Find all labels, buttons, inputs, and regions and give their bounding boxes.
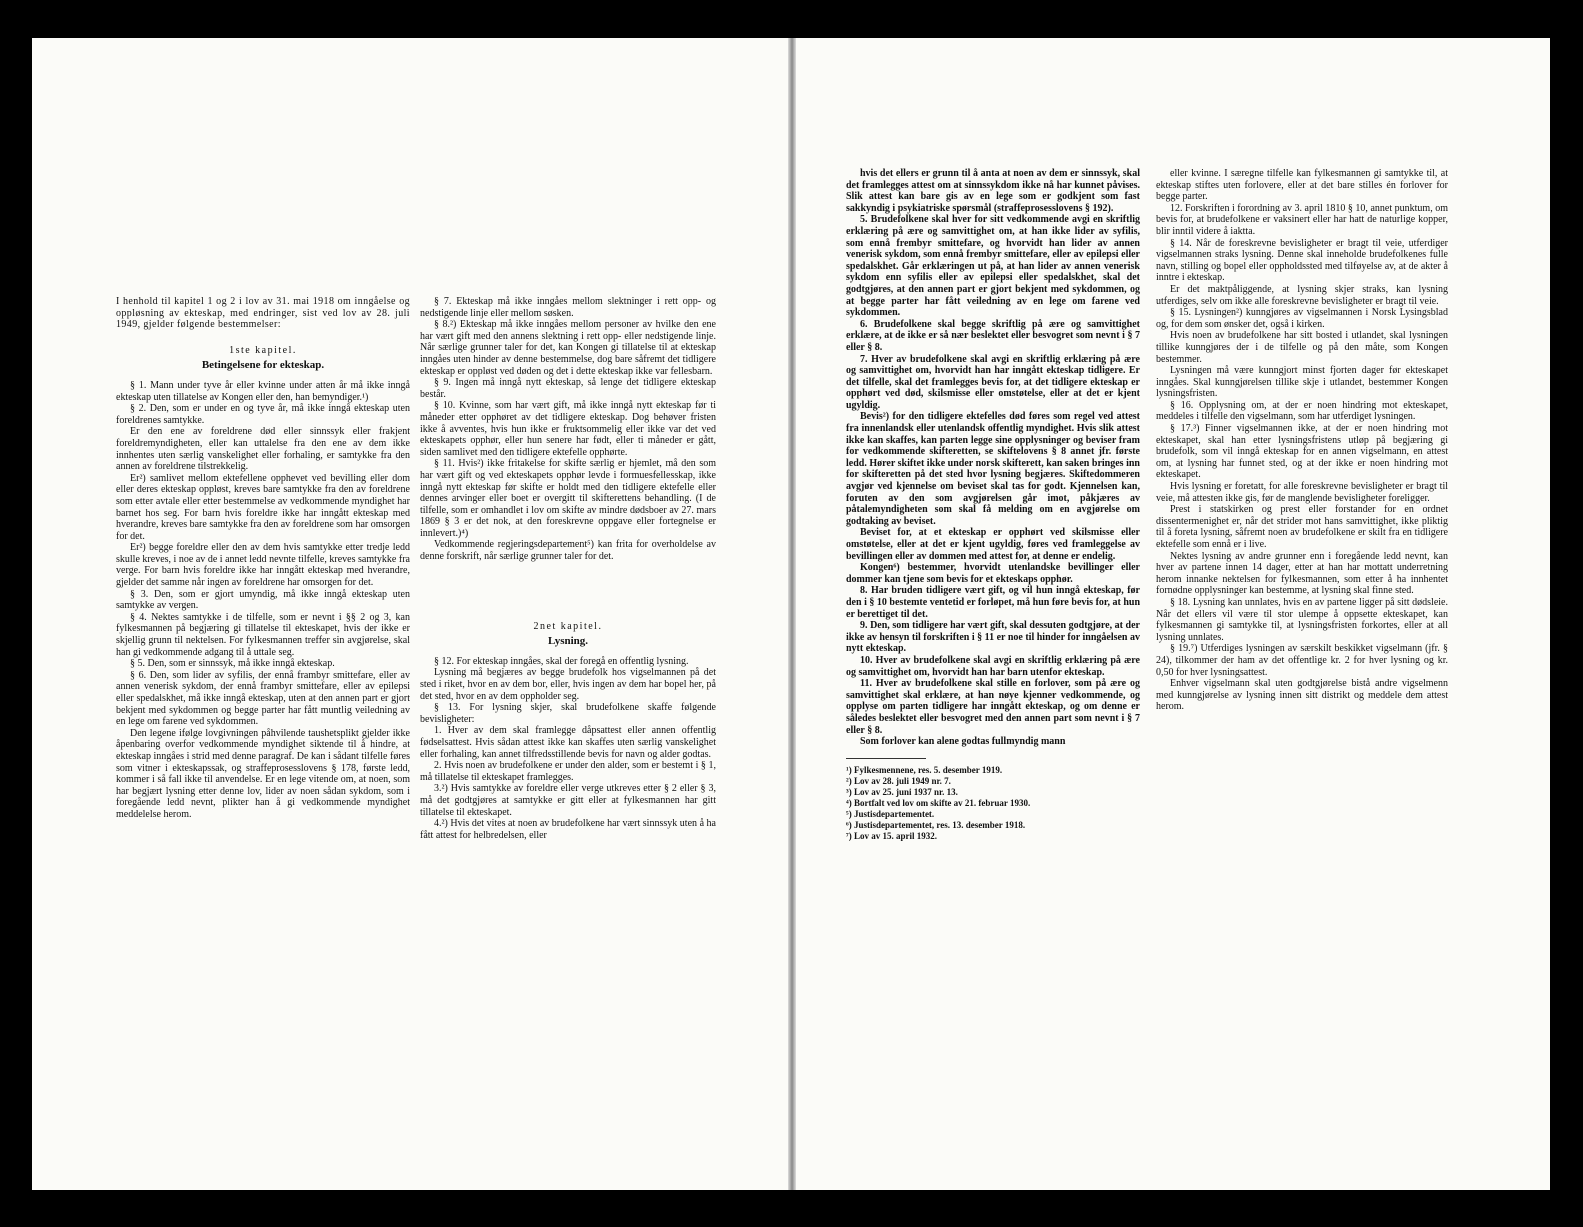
paragraph: § 19.⁷) Utferdiges lysningen av særskilt beskikket vigselmann (jfr. § 24), tilkommer der ham av det offentlige kr. 2 for hver lysning og kr. 0,50 for hver lysningsattest. xyxy=(1156,643,1448,678)
paragraph: § 12. For ekteskap inngåes, skal der foregå en offentlig lysning. xyxy=(434,655,689,667)
chapter-1-title: 1ste kapitel. xyxy=(229,344,297,356)
paragraph: Hvis lysning er foretatt, for alle foreskrevne bevisligheter er bragt til veie, må attesten ikke gis, før de manglende bevisligheter foreligger. xyxy=(1156,481,1448,504)
paragraph: § 6. Den, som lider av syfilis, der ennå frambyr smittefare, eller av annen venerisk sykdom, der ennå frambyr smittefare, eller av epilepsi eller spedalskhet, må ikke inngå ekteskap, uten at den annen part er gjort bekjent med sykdommen og begge parter har fått muntlig veiledning av en lege om farene ved sykdommen. xyxy=(116,669,410,728)
intro-text: I henhold til kapitel 1 og 2 i lov av 31. mai 1918 om inngåelse og oppløsning av ekteskap, med endringer, sist ved lov av 28. juli 1949, gjelder følgende bestemmelser: xyxy=(116,296,410,331)
footnote: ³) Lov av 25. juni 1937 nr. 13. xyxy=(846,786,958,797)
right-page-column-1 xyxy=(846,168,1140,1178)
right-page-column-2 xyxy=(1156,168,1448,1178)
paragraph: hvis det ellers er grunn til å anta at noen av dem er sinnssyk, skal det framlegges attest om at sinnssykdom ikke nå har kunnet påvises. Slik attest kan bare gis av en lege som er godkjent som fast sakkyndig i psykiatriske spørsmål (straffeprosesslovens § 192). xyxy=(846,168,1140,214)
paragraph: § 8.²) Ekteskap må ikke inngåes mellom personer av hvilke den ene har vært gift med den annens slektning i rett opp- eller nedstigende linje. Når særlige grunner taler for det, kan Kongen gi tillatelse til at ekteskap inngåes uten hinder av denne bestemmelse, dog bare såfremt det tidligere ekteskap er oppløst ved døden og det i dette ekteskap ikke var fellesbarn. xyxy=(420,319,716,377)
paragraph: § 13. For lysning skjer, skal brudefolkene skaffe følgende bevisligheter: xyxy=(420,702,716,725)
chapter-2-subtitle: Lysning. xyxy=(547,635,589,648)
footnote-rule xyxy=(846,758,926,759)
paragraph: Er den ene av foreldrene død eller sinnssyk eller frakjent foreldremyndigheten, eller kan uttalelse fra den ene av dem ikke innhentes uten særlig vanskelighet eller forhaling, er samtykke fra den annen av foreldrene tilstrekkelig. xyxy=(116,426,410,473)
paragraph: Nektes lysning av andre grunner enn i foregående ledd nevnt, kan hver av partene innen 14 dager, etter at han har mottatt underretning herom innanke nektelsen for fylkesmannen, som etter å ha innhentet fornødne opplysninger kan bestemme, at lysning skal finne sted. xyxy=(1156,550,1448,597)
paragraph: Kongen⁶) bestemmer, hvorvidt utenlandske bevillinger eller dommer kan tjene som bevis for et ekteskaps opphør. xyxy=(846,562,1140,585)
paragraph: 8. Har bruden tidligere vært gift, og vil hun inngå ekteskap, før den i § 10 bestemte ventetid er forløpet, må hun føre bevis for, at hun er berettiget til det. xyxy=(846,585,1140,620)
chapter-1-subtitle: Betingelsene for ekteskap. xyxy=(201,359,325,372)
footnote: ⁵) Justisdepartementet. xyxy=(846,808,935,819)
chapter-2-title: 2net kapitel. xyxy=(533,620,603,632)
paragraph: Lysningen må være kunngjort minst fjorten dager før ekteskapet inngåes. Skal kunngjørelsen tillike skje i utlandet, bestemmer Kongen lysningsfristen. xyxy=(1156,365,1448,400)
paragraph: 5. Brudefolkene skal hver for sitt vedkommende avgi en skriftlig erklæring på ære og samvittighet om, at han ikke lider av syfilis, som ennå frembyr smittefare, og hvorvidt han lider av annen venerisk sykdom, som ennå frembyr smittefare, eller av epilepsi eller spedalskhet. Går erklæringen ut på, at han lider av annen venerisk sykdom enn syfilis eller av epilepsi eller spedalskhet, skal det godtgjøres, at den annen part er gjort bekjent med sykdommen, og at begge parter har fått veiledning av en lege om farene ved sykdommen. xyxy=(846,214,1140,319)
paragraph: § 3. Den, som er gjort umyndig, må ikke inngå ekteskap uten samtykke av vergen. xyxy=(116,588,410,612)
paragraph: Den legene ifølge lovgivningen påhvilende taushetsplikt gjelder ikke åpenbaring overfor vedkommende myndighet siktende til å hindre, at ekteskap inngåes i strid med denne paragraf. De kan i sådant tilfelle føres som vitner i ekteskapssak, og straffeprosesslovens § 178, første ledd, kommer i så fall ikke til anvendelse. Er en lege vitende om, at noen, som har begjært lysning etter denne lov, lider av noen sådan sykdom, som i foregående ledd nevnt, plikter han å gi vedkommende myndighet meddelelse herom. xyxy=(116,727,410,820)
paragraph: 3.²) Hvis samtykke av foreldre eller verge utkreves etter § 2 eller § 3, må det godtgjøres at samtykke er gitt eller at fylkesmannen har gitt tillatelse til ekteskapet. xyxy=(420,783,716,818)
paragraph: 9. Den, som tidligere har vært gift, skal dessuten godtgjøre, at der ikke av hensyn til forskriften i § 11 er noe til hinder for inngåelsen av nytt ekteskap. xyxy=(846,620,1140,655)
paragraph: § 18. Lysning kan unnlates, hvis en av partene ligger på sitt dødsleie. Når det ellers vil være til stor ulempe å oppsette ekteskapet, kan fylkesmannen gi samtykke til, at lysningsfristen forkortes, eller at all lysning unnlates. xyxy=(1156,596,1448,643)
paragraph: 1. Hver av dem skal framlegge dåpsattest eller annen offentlig fødselsattest. Hvis sådan attest ikke kan skaffes uten særlig vanskelighet eller forhaling, kan annet tilfredsstillende bevis for navn og alder godtas. xyxy=(420,725,716,760)
paragraph: § 15. Lysningen²) kunngjøres av vigselmannen i Norsk Lysingsblad og, for dem som ønsker det, også i kirken. xyxy=(1156,307,1448,330)
paragraph: Vedkommende regjeringsdepartement⁵) kan frita for overholdelse av denne forskrift, når særlige grunner taler for det. xyxy=(420,539,716,563)
paragraph: Bevis²) for den tidligere ektefelles død føres som regel ved attest fra innenlandsk eller utenlandsk offentlig myndighet. Hvis slik attest ikke kan skaffes, kan parten legge sine opplysninger og beviser fram for vedkommende skifteretten, se skiftelovens § 8 annet jfr. første ledd. Hører skiftet ikke under norsk skifterett, kan saken bringes inn for skifteretten på det sted hvor lysning begjæres. Skiftedommeren avgjør ved kjennelse om beviset skal tas for godt. Kjennelsen kan, foruten av den som avgjørelsen går imot, påkjæres av påtalemyndigheten som skal få melding om en avgjørelse om godtaking av beviset. xyxy=(846,411,1140,527)
left-page-column-2 xyxy=(420,296,716,1186)
right-column-2-paragraphs xyxy=(1156,168,1448,713)
paragraph: 12. Forskriften i forordning av 3. april 1810 § 10, annet punktum, om bevis for, at brudefolkene er vaksinert eller har hatt de naturlige kopper, blir inntil videre å iaktta. xyxy=(1156,202,1448,237)
paragraph: § 7. Ekteskap må ikke inngåes mellom slektninger i rett opp- og nedstigende linje eller mellom søsken. xyxy=(420,296,716,319)
paragraph: § 17.³) Finner vigselmannen ikke, at der er noen hindring mot ekteskapet, skal han etter lysningsfristens utløp på begjæring gi brudefolk, som vil inngå ekteskap for en annen vigselmann, en attest om, at lysning har funnet sted, og at der ikke er noen hindring mot ekteskapet. xyxy=(1156,423,1448,481)
paragraph: § 16. Opplysning om, at der er noen hindring mot ekteskapet, meddeles i tilfelle den vigselmann, som har utferdiget lysningen. xyxy=(1156,399,1448,423)
footnote: ⁷) Lov av 15. april 1932. xyxy=(846,830,937,841)
right-column-1-paragraphs xyxy=(846,168,1140,748)
paragraph: 4.²) Hvis det vites at noen av brudefolkene har vært sinnssyk uten å ha fått attest for helbredelsen, eller xyxy=(420,818,716,841)
paragraph: Enhver vigselmann skal uten godtgjørelse bistå andre vigselmenn med kunngjørelse av lysning innen sitt distrikt og meddele dem attest herom. xyxy=(1156,678,1448,713)
paragraph: § 2. Den, som er under en og tyve år, må ikke inngå ekteskap uten foreldrenes samtykke. xyxy=(116,403,410,426)
footnote: ²) Lov av 28. juli 1949 nr. 7. xyxy=(846,775,951,786)
paragraph: § 4. Nektes samtykke i de tilfelle, som er nevnt i §§ 2 og 3, kan fylkesmannen på begjæring gi tillatelse til ekteskapet, hvis der ikke er skjellig grunn til nektelsen. For fylkesmannen treffer sin avgjørelse, skal han gi vedkommende adgang til å uttale seg. xyxy=(116,611,410,658)
left-page xyxy=(32,38,788,1190)
right-page xyxy=(796,38,1550,1190)
paragraph: 10. Hver av brudefolkene skal avgi en skriftlig erklæring på ære og samvittighet om, hvorvidt han har barn utenfor ekteskap. xyxy=(846,654,1140,678)
left-page-column-1 xyxy=(116,296,410,1186)
paragraph: Lysning må begjæres av begge brudefolk hos vigselmannen på det sted i riket, hvor en av dem bor, eller, hvis ingen av dem har bopel her, på det sted, hvor en av dem oppholder seg. xyxy=(420,667,716,702)
paragraph: § 10. Kvinne, som har vært gift, må ikke inngå nytt ekteskap før ti måneder etter opphøret av det tidligere ekteskap. Dog behøver fristen ikke å avventes, hvis hun ikke er fruktsommelig eller ikke var det ved ekteskapets opphør, eller hun senere har født, eller ti måneder er gått, siden samlivet med den tidligere ektefelle opphørte. xyxy=(420,400,716,458)
paragraph: Er²) samlivet mellom ektefellene opphevet ved bevilling eller dom eller deres ekteskap oppløst, kreves bare samtykke fra den av foreldrene som etter avtale eller etter bestemmelse av vedkommende myndighet har barnet hos seg. For barn hvis foreldre ikke har inngått ekteskap med hverandre, kreves bare samtykke fra den av foreldrene som har omsorgen for det. xyxy=(116,472,410,542)
paragraph: Er²) begge foreldre eller den av dem hvis samtykke etter tredje ledd skulle kreves, i noe av de i annet ledd nevnte tilfelle, kreves samtykke fra verge. For barn hvis foreldre ikke har inngått ekteskap med hverandre, gjelder det samme når ingen av foreldrene har omsorgen for det. xyxy=(116,542,410,589)
left-column-2-paragraphs-2 xyxy=(420,656,716,842)
paragraph: § 11. Hvis²) ikke fritakelse for skifte særlig er hjemlet, må den som har vært gift og ved ekteskapets opphør levde i formuesfellesskap, ikke inngå nytt ekteskap før skifte er holdt med den tidligere ektefelle eller dennes arvinger eller boet er overgitt til skifterettens behandling. (I de tilfelle, som er omhandlet i lov om skifte av mindre dødsboer av 27. mars 1869 § 3 er det nok, at den foreskrevne oppgave eller fortegnelse er innlevert.)⁴) xyxy=(420,458,716,539)
paragraph: Hvis noen av brudefolkene har sitt bosted i utlandet, skal lysningen tillike kunngjøres der i de tilfelle og på den måte, som Kongen bestemmer. xyxy=(1156,330,1448,365)
footnote: ⁴) Bortfalt ved lov om skifte av 21. februar 1930. xyxy=(846,797,1031,808)
book-gutter xyxy=(788,38,796,1190)
paragraph: Er det maktpåliggende, at lysning skjer straks, kan lysning utferdiges, selv om ikke alle foreskrevne bevisligheter er bragt til veie. xyxy=(1156,283,1448,307)
left-column-2-paragraphs xyxy=(420,296,716,563)
paragraph: § 9. Ingen må inngå nytt ekteskap, så lenge det tidligere ekteskap består. xyxy=(420,377,716,400)
paragraph: 6. Brudefolkene skal begge skriftlig på ære og samvittighet erklære, at de ikke er så nær beslektet eller besvogret som nevnt i § 7 eller § 8. xyxy=(846,318,1140,353)
footnote: ⁶) Justisdepartementet, res. 13. desember 1918. xyxy=(846,819,1026,830)
paragraph: eller kvinne. I særegne tilfelle kan fylkesmannen gi samtykke til, at ekteskap stiftes uten forlovere, eller at det bare stilles én forlover for begge parter. xyxy=(1156,168,1448,203)
paragraph: Som forlover kan alene godtas fullmyndig mann xyxy=(860,736,1066,748)
paragraph: 2. Hvis noen av brudefolkene er under den alder, som er bestemt i § 1, må tillatelse til ekteskapet framlegges. xyxy=(420,760,716,783)
paragraph: 7. Hver av brudefolkene skal avgi en skriftlig erklæring på ære og samvittighet om, hvorvidt han har inngått ekteskap tidligere. Er det tilfelle, skal det framlegges bevis for, at det tidligere ekteskap er opphørt ved død, skilsmisse eller omstøtelse, eller at det er kjent ugyldig. xyxy=(846,353,1140,411)
left-column-1-paragraphs xyxy=(116,380,410,821)
paragraph: § 14. Når de foreskrevne bevisligheter er bragt til veie, utferdiger vigselmannen straks lysning. Denne skal inneholde brudefolkenes fulle navn, stilling og bopel eller oppholdssted med tilføyelse av, at de akter å inntre i ekteskap. xyxy=(1156,237,1448,284)
paragraph: § 5. Den, som er sinnssyk, må ikke inngå ekteskap. xyxy=(130,658,335,670)
paragraph: Beviset for, at et ekteskap er opphørt ved skilsmisse eller omstøtelse, eller at det er kjent ugyldig, føres ved framleggelse av bevillingen eller av dommen med attest for, at denne er endelig. xyxy=(846,527,1140,562)
footnote: ¹) Fylkesmennene, res. 5. desember 1919. xyxy=(846,764,1003,775)
paragraph: Prest i statskirken og prest eller forstander for en ordnet dissentermenighet er, når det strider mot hans samvittighet, ikke pliktig til å foreta lysning, såfremt noen av brudefolkene er skilt fra en tidligere ektefelle som ennå er i live. xyxy=(1156,504,1448,550)
footnotes xyxy=(846,765,1140,842)
paragraph: 11. Hver av brudefolkene skal stille en forlover, som på ære og samvittighet skal erklære, at han nøye kjenner vedkommende, og opplyse om parten tidligere har inngått ekteskap, og om denne er således beslektet eller besvogret med den annen part som nevnt i § 7 eller § 8. xyxy=(846,678,1140,736)
paragraph: § 1. Mann under tyve år eller kvinne under atten år må ikke inngå ekteskap uten tillatelse av Kongen eller den, han bemyndiger.¹) xyxy=(116,379,410,403)
